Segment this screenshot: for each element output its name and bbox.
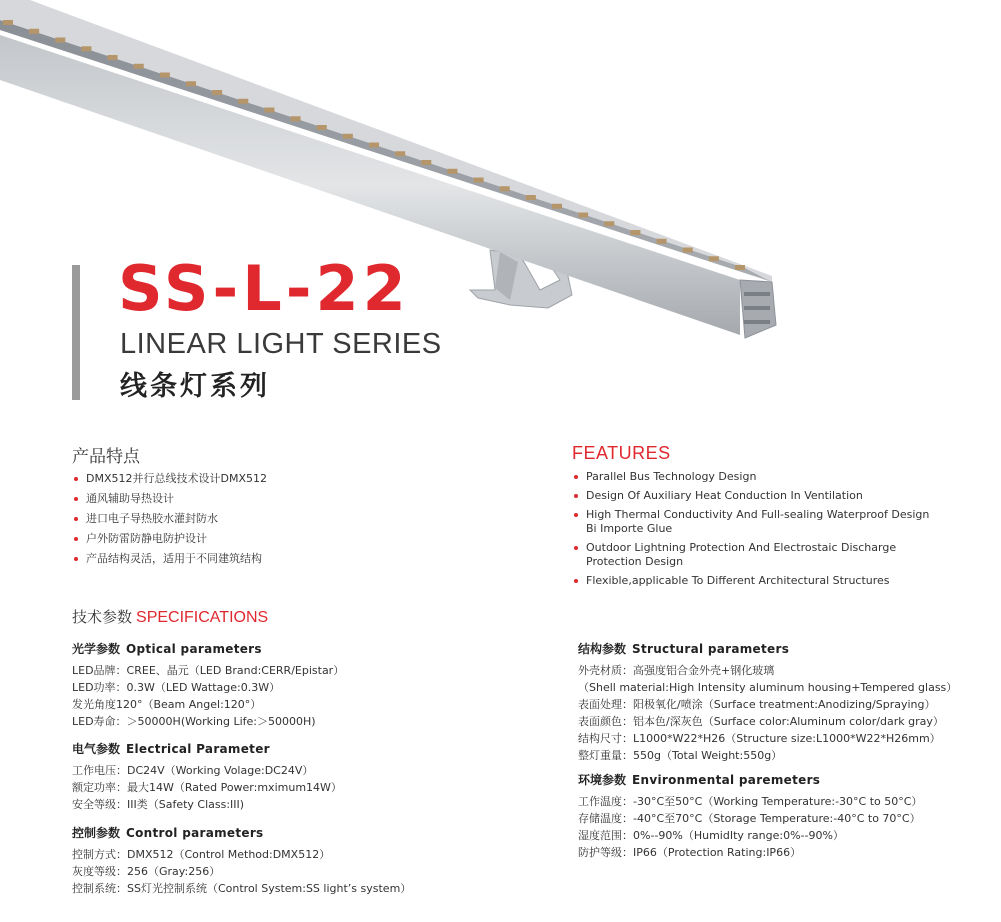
- spec-row: 额定功率：最大14W（Rated Power:mximum14W）: [72, 781, 342, 794]
- led-bead: [160, 73, 170, 78]
- led-bead: [81, 46, 91, 51]
- led-bead: [421, 160, 431, 165]
- led-bead: [683, 248, 693, 253]
- led-bead: [108, 55, 118, 60]
- group-heading: 电气参数 Electrical Parameter: [72, 742, 270, 756]
- bullet-icon: [74, 557, 78, 561]
- led-bead: [264, 108, 274, 113]
- led-bead: [238, 99, 248, 104]
- bullet-icon: [74, 537, 78, 541]
- spec-row: 工作电压：DC24V（Working Volage:DC24V）: [72, 764, 314, 777]
- led-bead: [134, 64, 144, 69]
- features-list-en: [572, 470, 932, 593]
- bullet-icon: [74, 477, 78, 481]
- led-bead: [369, 143, 379, 148]
- spec-row: 安全等级：III类（Safety Class:III): [72, 798, 245, 811]
- model-title: SS-L-22: [118, 252, 410, 325]
- electrical-parameters: [72, 740, 342, 813]
- led-bead: [709, 256, 719, 261]
- led-bead: [500, 186, 510, 191]
- led-bead: [29, 29, 39, 34]
- feature-item: DMX512并行总线技术设计DMX512: [72, 472, 492, 486]
- features-title-en: FEATURES: [572, 443, 671, 463]
- led-bead: [447, 169, 457, 174]
- feature-item: Outdoor Lightning Protection And Electrostaic Discharge Protection Design: [572, 541, 932, 569]
- led-bead: [186, 81, 196, 86]
- features-list-cn: [72, 472, 492, 572]
- specifications-title: [72, 606, 268, 627]
- led-bead: [3, 20, 13, 25]
- series-title-en: LINEAR LIGHT SERIES: [120, 328, 442, 360]
- control-parameters: [72, 824, 411, 897]
- spec-row: LED功率：0.3W（LED Wattage:0.3W）: [72, 681, 281, 694]
- bullet-icon: [74, 517, 78, 521]
- spec-row: 发光角度120°（Beam Angel:120°）: [72, 698, 262, 711]
- led-bead: [604, 221, 614, 226]
- features-title-cn: 产品特点: [72, 447, 140, 467]
- spec-row: 存储温度：-40°C至70°C（Storage Temperature:-40°C to 70°C）: [578, 812, 921, 825]
- spec-row: 湿度范围：0%--90%（HumidIty range:0%--90%）: [578, 829, 844, 842]
- feature-item: 户外防雷防静电防护设计: [72, 532, 492, 546]
- bullet-icon: [74, 497, 78, 501]
- spec-row: （Shell material:High Intensity aluminum housing+Tempered glass）: [578, 681, 958, 694]
- spec-row: 表面颜色：铝本色/深灰色（Surface color:Aluminum color/dark gray）: [578, 715, 944, 728]
- spec-row: 结构尺寸：L1000*W22*H26（Structure size:L1000*W22*H26mm）: [578, 732, 941, 745]
- group-heading: 光学参数 Optical parameters: [72, 642, 262, 656]
- spec-row: 表面处理：阳极氧化/喷涂（Surface treatment:Anodizing/Spraying）: [578, 698, 936, 711]
- led-bead: [630, 230, 640, 235]
- bullet-icon: [574, 513, 578, 517]
- led-bead: [735, 265, 745, 270]
- led-bead: [474, 178, 484, 183]
- led-bead: [657, 239, 667, 244]
- group-heading: 控制参数 Control parameters: [72, 826, 264, 840]
- title-accent-bar: [72, 265, 80, 400]
- led-bead: [526, 195, 536, 200]
- led-bead: [317, 125, 327, 130]
- series-title-cn: 线条灯系列: [120, 371, 270, 402]
- spec-row: 外壳材质：高强度铝合金外壳+钢化玻璃: [578, 664, 775, 677]
- led-beads: [3, 20, 745, 270]
- environmental-parameters: [578, 771, 922, 861]
- feature-item: Flexible,applicable To Different Architectural Structures: [572, 574, 932, 588]
- spec-row: 防护等级：IP66（Protection Rating:IP66）: [578, 846, 802, 859]
- feature-item: 进口电子导热胶水灌封防水: [72, 512, 492, 526]
- bullet-icon: [574, 475, 578, 479]
- led-bead: [395, 151, 405, 156]
- feature-item: Design Of Auxiliary Heat Conduction In Ventilation: [572, 489, 932, 503]
- feature-item: Parallel Bus Technology Design: [572, 470, 932, 484]
- spec-row: 控制方式：DMX512（Control Method:DMX512）: [72, 848, 331, 861]
- spec-row: LED品牌：CREE、晶元（LED Brand:CERR/Epistar）: [72, 664, 345, 677]
- optical-parameters: [72, 640, 344, 730]
- led-bead: [291, 116, 301, 121]
- specifications-title-cn: 技术参数: [72, 608, 133, 626]
- bullet-icon: [574, 579, 578, 583]
- structural-parameters: [578, 640, 957, 764]
- led-bead: [343, 134, 353, 139]
- spec-row: 灰度等级：256（Gray:256）: [72, 865, 221, 878]
- group-heading: 环境参数 Environmental paremeters: [578, 773, 821, 787]
- group-heading: 结构参数 Structural parameters: [578, 642, 790, 656]
- spec-row: 整灯重量：550g（Total Weight:550g）: [578, 749, 783, 762]
- led-bead: [578, 213, 588, 218]
- spec-row: 控制系统：SS灯光控制系统（Control System:SS light’s system）: [72, 882, 412, 895]
- led-bead: [55, 38, 65, 43]
- feature-item: 产品结构灵活，适用于不同建筑结构: [72, 552, 492, 566]
- spec-row: LED寿命：＞50000H(Working Life:＞50000H): [72, 715, 316, 728]
- specifications-title-en: SPECIFICATIONS: [136, 609, 269, 626]
- feature-item: 通风辅助导热设计: [72, 492, 492, 506]
- bullet-icon: [574, 546, 578, 550]
- led-bead: [552, 204, 562, 209]
- spec-row: 工作温度：-30°C至50°C（Working Temperature:-30°C to 50°C）: [578, 795, 923, 808]
- feature-item: High Thermal Conductivity And Full-sealing Waterproof Design Bi Importe Glue: [572, 508, 932, 536]
- led-bead: [212, 90, 222, 95]
- bullet-icon: [574, 494, 578, 498]
